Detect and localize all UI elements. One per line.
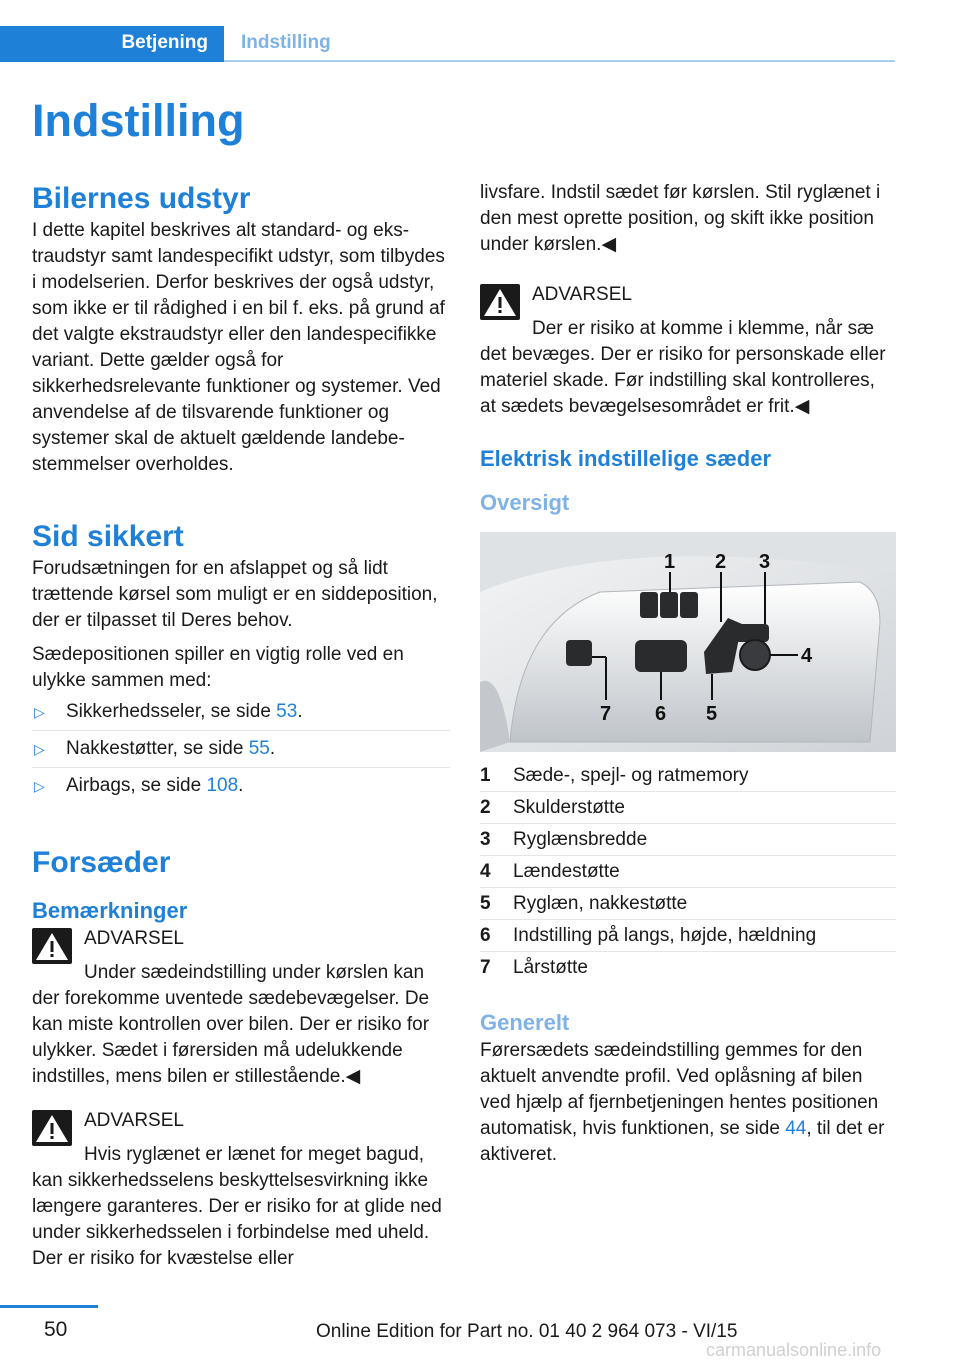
subsection-title-elektrisk: Elektrisk indstillelige sæder <box>480 446 772 471</box>
page-title: Indstilling <box>32 95 245 146</box>
warning-text: det bevæges. Der er risiko for personskade eller materiel skade. Før indstilling skal kontrolleres, at sædets bevægelsesområdet er frit.◀ <box>480 344 886 417</box>
callout-3: 3 <box>759 551 771 573</box>
list-item: 6 Indstilling på langs, højde, hældning <box>480 920 896 952</box>
warning-text-start: Der er risiko at komme i klemme, når sæ <box>532 318 875 339</box>
warning-triangle-icon <box>32 928 72 964</box>
section-title-forsaeder: Forsæder <box>32 846 171 879</box>
warning-block-1 <box>32 926 450 1090</box>
callout-4: 4 <box>801 645 813 667</box>
header-bar <box>0 26 895 62</box>
callout-2: 2 <box>715 551 727 573</box>
list-item: 1 Sæde-, spejl- og ratmemory <box>480 760 896 792</box>
list-item: 2 Skulderstøtte <box>480 792 896 824</box>
list-item: ▷ Sikkerhedsseler, se side 53. <box>32 694 450 731</box>
list-item: ▷ Airbags, se side 108. <box>32 768 450 804</box>
warning-text: kan sikkerhedsselens beskyttelsesvirkning ikke længere garanteres. Der er risiko for at glide ned under sikkerhedsselen i forbindelse med uheld. Der er risiko for kvæstelse eller <box>32 1170 442 1269</box>
seat-controls-drawing <box>480 532 896 752</box>
paragraph-generelt: Førersædets sædeindstilling gemmes for den aktuelt anvendte profil. Ved oplåsning af bilen ved hjælp af fjernbetjeningen hentes positionen automatisk, hvis funktionen, se side 44, til det er aktiveret. <box>480 1040 885 1165</box>
seat-controls-illustration <box>480 532 896 752</box>
paragraph-seating-2: Sædepositionen spiller en vigtig rolle ved en ulykke sammen med: <box>32 644 404 691</box>
tab-betjening-label: Betjening <box>121 32 208 53</box>
warning-heading: ADVARSEL <box>84 1110 184 1131</box>
page-number: 50 <box>44 1318 68 1341</box>
page-link-44[interactable]: 44 <box>785 1118 807 1139</box>
header-rule <box>224 60 895 62</box>
triangle-bullet-icon: ▷ <box>34 778 45 794</box>
warning-block-2 <box>32 1108 450 1272</box>
tab-indstilling[interactable]: Indstilling <box>241 32 331 53</box>
callout-6: 6 <box>655 703 667 725</box>
triangle-bullet-icon: ▷ <box>34 704 45 720</box>
warning-continuation: livsfare. Indstil sædet før kørslen. Stil ryglænet i den mest oprette position, og skift ikke position under kørslen.◀ <box>480 182 881 255</box>
subsection-title-generelt: Generelt <box>480 1010 570 1035</box>
warning-text: der forekomme uventede sædebevægelser. De kan miste kontrollen over bilen. Der er risiko for ulykker. Sædet i førersiden må udelukkende indstilles, mens bilen er stillestående.◀ <box>32 988 430 1087</box>
warning-text-start: Under sædeindstilling under kørslen kan <box>84 962 425 983</box>
edition-line: Online Edition for Part no. 01 40 2 964 073 - VI/15 <box>316 1321 738 1342</box>
list-item: 7 Lårstøtte <box>480 957 588 978</box>
warning-text-start: Hvis ryglænet er lænet for meget bagud, <box>84 1144 425 1165</box>
warning-heading: ADVARSEL <box>532 284 632 305</box>
callout-1: 1 <box>664 551 676 573</box>
warning-heading: ADVARSEL <box>84 928 184 949</box>
watermark: carmanualsonline.info <box>706 1340 882 1360</box>
warning-triangle-icon <box>480 284 520 320</box>
section-title-sid-sikkert: Sid sikkert <box>32 520 184 553</box>
list-item: 4 Lændestøtte <box>480 856 896 888</box>
callout-5: 5 <box>706 703 718 725</box>
subsection-title-oversigt: Oversigt <box>480 490 570 515</box>
page-link-55[interactable]: 55 <box>248 738 270 759</box>
paragraph-equipment: I dette kapitel beskrives alt standard- og ekstraudstyr samt landespecifikt udstyr, som tilbydes i modelserien. Derfor beskrives der også udstyr, som ikke er til rådighed i en bil f. eks. på grund af det valgte ekstraudstyr eller den landespecifikke variant. Dette gælder også for sikkerhedsrelevante funktioner og systemer. Ved anvendelse af de tilsvarende funktioner og systemer skal de aktuelt gældende landebestemmelser overholdes. <box>32 220 445 475</box>
section-title-bilernes-udstyr: Bilernes udstyr <box>32 182 251 215</box>
warning-triangle-icon <box>32 1110 72 1146</box>
subsection-title-bemaerkninger: Bemærkninger <box>32 898 188 923</box>
page-link-108[interactable]: 108 <box>206 775 239 796</box>
list-item: 5 Ryglæn, nakkestøtte <box>480 888 896 920</box>
list-item: ▷ Nakkestøtter, se side 55. <box>32 731 450 768</box>
tab-betjening[interactable] <box>0 26 224 62</box>
page-link-53[interactable]: 53 <box>276 701 298 722</box>
left-column <box>32 180 450 1272</box>
right-column <box>480 180 896 1168</box>
triangle-bullet-icon: ▷ <box>34 741 45 757</box>
list-item: 3 Ryglænsbredde <box>480 824 896 856</box>
callout-7: 7 <box>600 703 612 725</box>
paragraph-seating-1: Forudsætningen for en afslappet og så lidt trættende kørsel som muligt er en siddeposition, der er tilpasset til Deres behov. <box>32 558 438 631</box>
warning-block-3 <box>480 282 896 420</box>
bullet-list <box>32 694 450 804</box>
footer-rule <box>0 1305 98 1308</box>
parts-legend <box>480 760 896 984</box>
